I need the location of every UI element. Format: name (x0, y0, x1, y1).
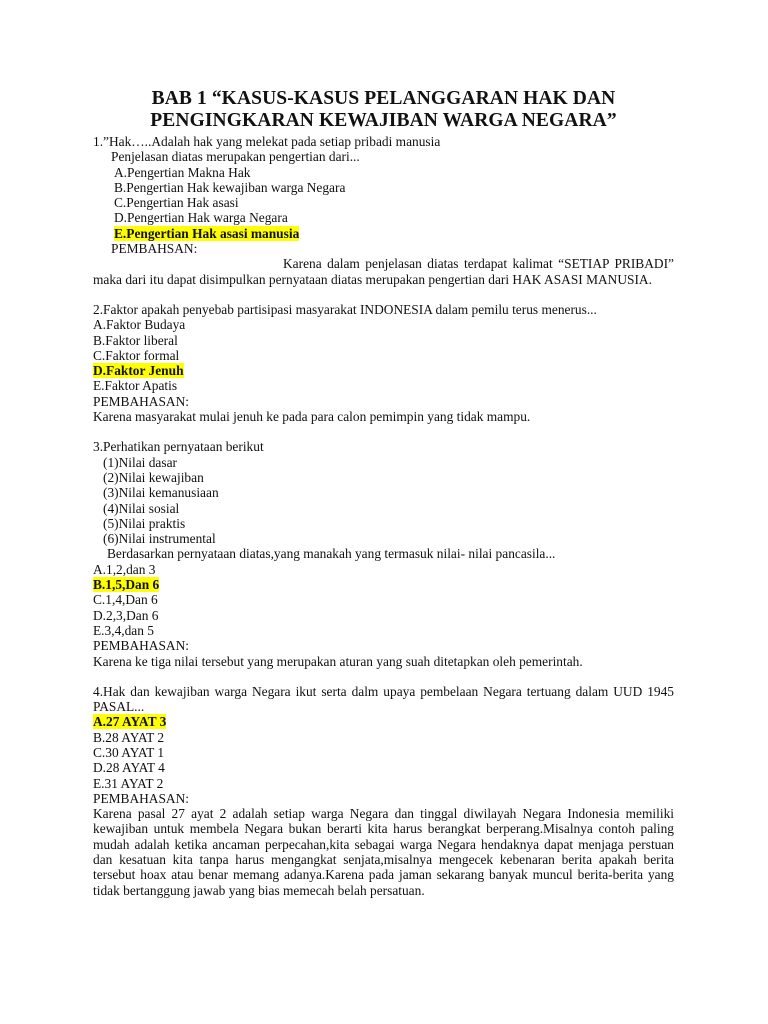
question-4-pembahasan-label: PEMBAHASAN: (93, 790, 189, 806)
question-2-explanation: Karena masyarakat mulai jenuh ke pada para calon pemimpin yang tidak mampu. (93, 409, 531, 425)
question-2-text: 2.Faktor apakah penyebab partisipasi masyarakat INDONESIA dalam pemilu terus menerus... (93, 301, 597, 317)
question-1-option-a: A.Pengertian Makna Hak (114, 164, 251, 180)
document-page (93, 88, 674, 898)
question-2-correct-answer: D.Faktor Jenuh (93, 363, 184, 379)
question-3-item-2: (2)Nilai kewajiban (103, 469, 204, 485)
question-2-option-e: E.Faktor Apatis (93, 378, 178, 394)
question-4 (93, 684, 674, 898)
question-2-option-b: B.Faktor liberal (93, 332, 178, 348)
question-3-explanation: Karena ke tiga nilai tersebut yang merupakan aturan yang suah ditetapkan oleh pemerintah. (93, 653, 583, 669)
question-3-option-a: A.1,2,dan 3 (93, 561, 156, 577)
question-4-text: 4.Hak dan kewajiban warga Negara ikut serta dalm upaya pembelaan Negara tertuang dalam UUD 1945 PASAL... (93, 683, 674, 715)
question-1-option-c: C.Pengertian Hak asasi (114, 195, 239, 211)
question-1-text: 1.”Hak…..Adalah hak yang melekat pada setiap pribadi manusia (93, 134, 441, 149)
question-3-item-1: (1)Nilai dasar (103, 454, 177, 470)
question-4-option-b: B.28 AYAT 2 (93, 729, 165, 745)
question-3-item-5: (5)Nilai praktis (103, 515, 186, 531)
title-line-2: PENGINGKARAN KEWAJIBAN WARGA NEGARA” (150, 110, 617, 131)
question-3-item-6: (6)Nilai instrumental (103, 531, 216, 547)
question-1-explanation: Karena dalam penjelasan diatas terdapat kalimat “SETIAP PRIBADI” maka dari itu dapat disimpulkan pernyataan diatas merupakan pengertian dari HAK ASASI MANUSIA. (93, 256, 674, 287)
question-3-correct-answer: B.1,5,Dan 6 (93, 577, 160, 593)
title-line-1: BAB 1 “KASUS-KASUS PELANGGARAN HAK DAN (151, 88, 616, 109)
question-3-option-e: E.3,4,dan 5 (93, 622, 154, 638)
question-4-explanation: Karena pasal 27 ayat 2 adalah setiap warga Negara dan tinggal diwilayah Negara Indonesia memiliki kewajiban untuk membela Negara bukan berarti kita harus berangkat berperang.Misalnya contoh paling mudah adalah ketika ancaman perpecahan,kita sebagai warga Negara hendaknya dapat menjaga perstuan dan kesatuan kita tanpa harus mengangkat senjata,misalnya mengecek kebenaran berita apakah berita tersebut hoax atau benar memang adanya.Karena pada jaman sekarang banyak muncul berita-berita yang tidak bertanggung jawab yang bias memecah belah persatuan. (93, 806, 674, 898)
question-2-option-a: A.Faktor Budaya (93, 317, 186, 333)
document-title (93, 88, 674, 132)
question-2-pembahasan-label: PEMBAHASAN: (93, 393, 189, 409)
question-4-correct-answer: A.27 AYAT 3 (93, 714, 167, 730)
question-4-option-e: E.31 AYAT 2 (93, 775, 164, 791)
question-1-option-b: B.Pengertian Hak kewajiban warga Negara (114, 179, 346, 195)
question-1-prompt: Penjelasan diatas merupakan pengertian dari... (111, 149, 360, 165)
question-3-pembahasan-label: PEMBAHASAN: (93, 638, 189, 654)
question-4-option-d: D.28 AYAT 4 (93, 760, 165, 776)
question-2-option-c: C.Faktor formal (93, 347, 180, 363)
question-3-item-4: (4)Nilai sosial (103, 500, 180, 516)
question-4-option-c: C.30 AYAT 1 (93, 744, 165, 760)
question-1 (93, 134, 674, 287)
question-1-pembahasan-label: PEMBAHSAN: (111, 241, 198, 257)
question-3-prompt: Berdasarkan pernyataan diatas,yang manakah yang termasuk nilai- nilai pancasila... (107, 546, 556, 562)
question-3 (93, 439, 674, 668)
question-3-option-d: D.2,3,Dan 6 (93, 607, 159, 623)
question-1-correct-answer: E.Pengertian Hak asasi manusia (114, 225, 300, 241)
question-1-option-d: D.Pengertian Hak warga Negara (114, 210, 288, 226)
question-3-option-c: C.1,4,Dan 6 (93, 592, 158, 608)
question-3-item-3: (3)Nilai kemanusiaan (103, 485, 219, 501)
question-3-text: 3.Perhatikan pernyataan berikut (93, 439, 264, 455)
question-2 (93, 302, 674, 424)
